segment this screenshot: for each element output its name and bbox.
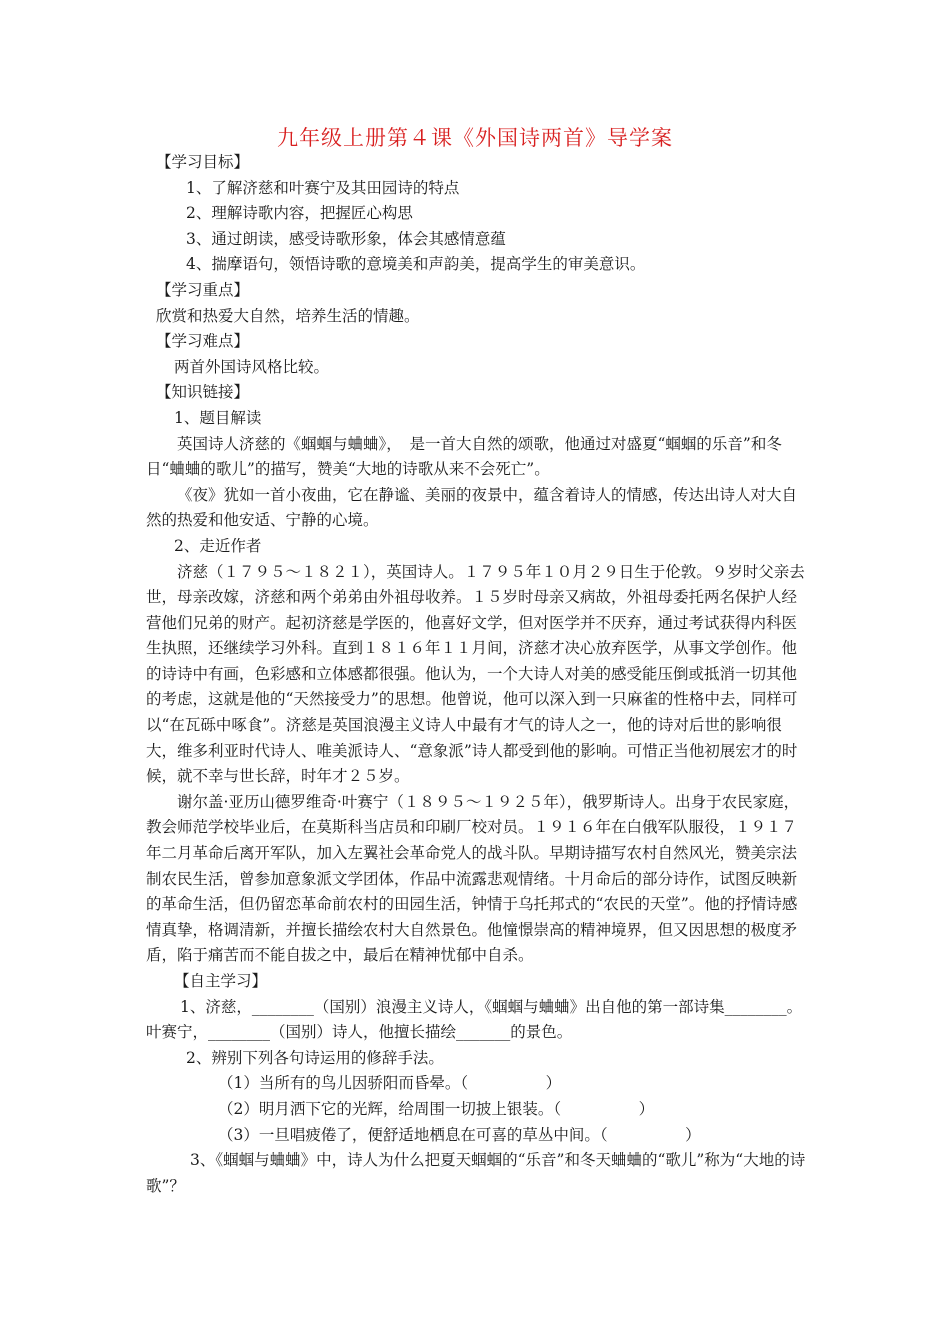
knowledge-paragraph: 《夜》犹如一首小夜曲，它在静谧、美丽的夜景中，蕴含着诗人的情感，传达出诗人对大自然的热爱和他安适、宁静的心境。 [146,485,798,530]
self-study-question-3: 3、《蝈蝈与蛐蛐》中，诗人为什么把夏天蝈蝈的“乐音”和冬天蛐蛐的“歌儿”称为“大地的诗歌”？ [146,1151,806,1195]
knowledge-paragraph: 英国诗人济慈的《蝈蝈与蛐蛐》， 是一首大自然的颂歌，他通过对盛夏“蝈蝈的乐音”和冬日“蛐蛐的歌儿”的描写，赞美“大地的诗歌从来不会死亡”。 [146,434,782,479]
key-points-text: 欣赏和热爱大自然，培养生活的情趣。 [156,306,420,325]
objective-item: 1、了解济慈和叶赛宁及其田园诗的特点 [186,178,460,197]
page-title: 九年级上册第４课《外国诗两首》导学案 [277,126,673,150]
self-study-question-2: 2、辨别下列各句诗运用的修辞手法。 [186,1048,444,1067]
knowledge-heading: 【知识链接】 [156,383,250,402]
document-body [146,150,810,1199]
knowledge-sub-title-author: 2、走近作者 [174,536,262,555]
rhetoric-item: （3）一旦唱疲倦了，便舒适地栖息在可喜的草丛中间。（ ） [218,1125,701,1144]
self-study-heading: 【自主学习】 [174,972,268,990]
knowledge-sub-title-reading: 1、题目解读 [174,408,262,427]
objective-item: 2、理解诗歌内容，把握匠心构思 [186,204,413,223]
author-keats-paragraph: 济慈（１７９５～１８２１），英国诗人。１７９５年１０月２９日生于伦敦。９岁时父亲去世，母亲改嫁，济慈和两个弟弟由外祖母收养。１５岁时母亲又病故，外祖母委托两名保护人经营他们兄弟的财产。起初济慈是学医的，他喜好文学，但对医学并不厌弃，通过考试获得内科医生执照，还继续学习外科。直到１８１６年１１月间，济慈才决心放弃医学，从事文学创作。他的诗诗中有画，色彩感和立体感都很强。他认为，一个大诗人对美的感受能压倒或抵消一切其他的考虑，这就是他的“天然接受力”的思想。他曾说，他可以深入到一只麻雀的性格中去，同样可以“在瓦砾中啄食”。济慈是英国浪漫主义诗人中最有才气的诗人之一，他的诗对后世的影响很大，维多利亚时代诗人、唯美派诗人、“意象派”诗人都受到他的影响。可惜正当他初展宏才的时候，就不幸与世长辞，时年才２５岁。 [146,562,805,786]
rhetoric-item: （2）明月洒下它的光辉，给周围一切披上银装。（ ） [218,1099,655,1118]
rhetoric-item: （1）当所有的鸟儿因骄阳而昏晕。（ ） [218,1074,562,1093]
difficulties-heading: 【学习难点】 [156,332,250,351]
difficulties-text: 两首外国诗风格比较。 [174,357,330,376]
objective-item: 3、通过朗读，感受诗歌形象，体会其感情意蕴 [186,229,506,248]
objectives-heading: 【学习目标】 [156,153,250,171]
key-points-heading: 【学习重点】 [156,280,250,299]
self-study-question-1: 1、济慈，________（国别）浪漫主义诗人，《蝈蝈与蛐蛐》出自他的第一部诗集________。叶赛宁，________（国别）诗人，他擅长描绘_______的景色。 [146,997,803,1042]
author-yesenin-paragraph: 谢尔盖·亚历山德罗维奇·叶赛宁（１８９５～１９２５年），俄罗斯诗人。出身于农民家庭，教会师范学校毕业后，在莫斯科当店员和印刷厂校对员。１９１６年在白俄军队服役，１９１７年二月革命后离开军队，加入左翼社会革命党人的战斗队。早期诗描写农村自然风光，赞美宗法制农民生活，曾参加意象派文学团体，作品中流露悲观情绪。十月命后的部分诗作，试图反映新的革命生活，但仍留恋革命前农村的田园生活，钟情于乌托邦式的“农民的天堂”。他的抒情诗感情真挚，格调清新，并擅长描绘农村大自然景色。他憧憬崇高的精神境界，但又因思想的极度矛盾，陷于痛苦而不能自拔之中，最后在精神忧郁中自杀。 [146,792,800,965]
objective-item: 4、揣摩语句，领悟诗歌的意境美和声韵美，提高学生的审美意识。 [186,255,646,274]
